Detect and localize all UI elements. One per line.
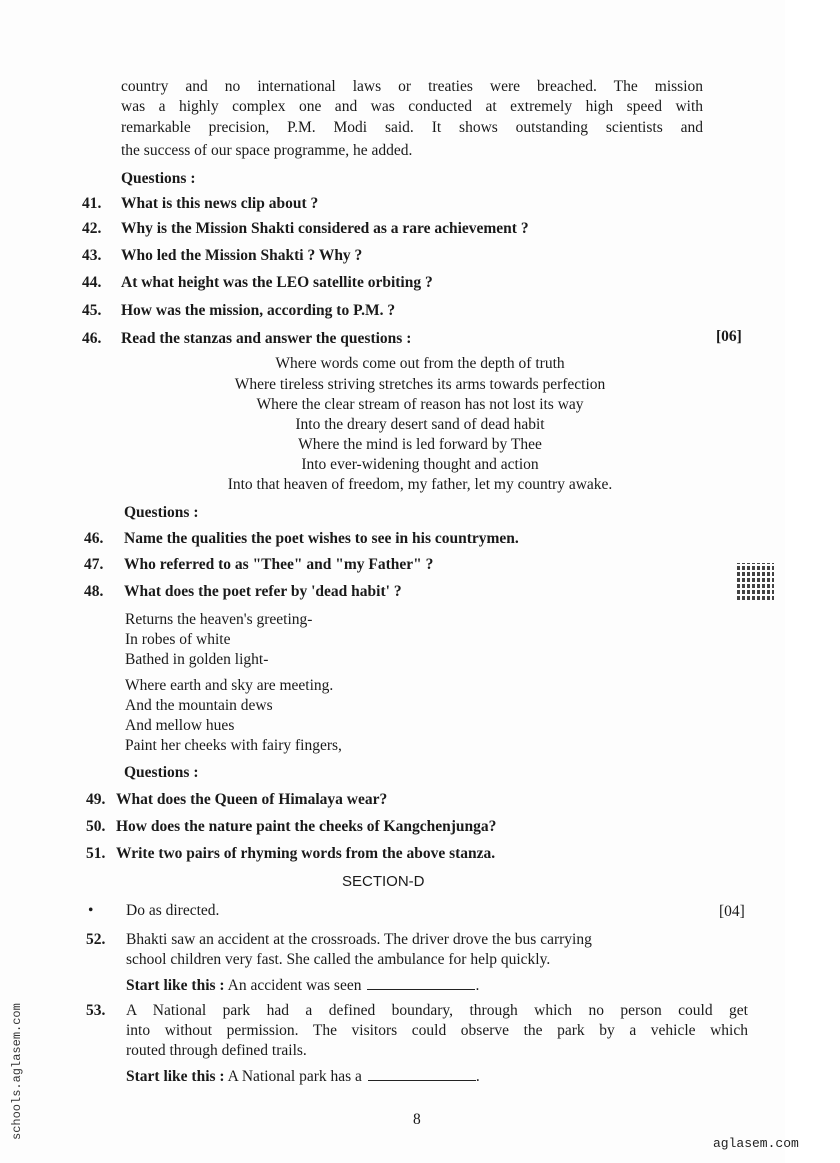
question-line: A National park had a defined boundary, through which no person could get [126, 1002, 748, 1019]
passage-line: country and no international laws or treaties were breached. The mission [121, 78, 703, 95]
poem-line: And the mountain dews [125, 697, 273, 714]
question-number: 46. [82, 330, 102, 347]
questions-label: Questions : [124, 764, 199, 781]
poem-line: In robes of white [125, 631, 231, 648]
side-watermark: schools.aglasem.com [10, 1003, 24, 1140]
question-text: What is this news clip about ? [121, 195, 319, 212]
bullet: • [88, 902, 94, 919]
question-line: routed through defined trails. [126, 1042, 307, 1059]
question-text: What does the Queen of Himalaya wear? [116, 791, 388, 808]
questions-label: Questions : [124, 504, 199, 521]
start-text: An accident was seen [227, 977, 362, 994]
question-number: 49. [86, 791, 106, 808]
poem-line: Where words come out from the depth of truth [275, 355, 565, 372]
start-label: Start like this : [126, 1068, 225, 1085]
poem-line: Returns the heaven's greeting- [125, 611, 313, 628]
question-text: What does the poet refer by 'dead habit' ? [124, 583, 402, 600]
poem-line: Into ever-widening thought and action [301, 456, 539, 473]
question-number: 51. [86, 845, 106, 862]
start-text: A National park has a [227, 1068, 362, 1085]
question-number: 45. [82, 302, 102, 319]
poem-line: Where the clear stream of reason has not lost its way [256, 396, 584, 413]
question-text: Read the stanzas and answer the questions : [121, 330, 412, 347]
marks-label: [04] [719, 903, 745, 920]
question-line: into without permission. The visitors could observe the park by a vehicle which [126, 1022, 748, 1039]
watermark: aglasem.com [713, 1136, 799, 1151]
question-number: 48. [84, 583, 104, 600]
question-number: 44. [82, 274, 102, 291]
page-number: 8 [413, 1111, 421, 1128]
question-text: Who referred to as "Thee" and "my Father" ? [124, 556, 434, 573]
passage-line: remarkable precision, P.M. Modi said. It shows outstanding scientists and [121, 119, 703, 136]
question-line: school children very fast. She called the ambulance for help quickly. [126, 951, 551, 968]
question-text: Who led the Mission Shakti ? Why ? [121, 247, 363, 264]
passage-line: the success of our space programme, he added. [121, 142, 413, 159]
question-number: 42. [82, 220, 102, 237]
question-number: 52. [86, 931, 106, 948]
section-title: SECTION-D [342, 873, 425, 890]
poem-line: Where tireless striving stretches its arms towards perfection [234, 376, 606, 393]
answer-blank [367, 989, 475, 990]
question-number: 53. [86, 1002, 106, 1019]
question-number: 43. [82, 247, 102, 264]
answer-blank [368, 1080, 476, 1081]
poem-line: Into that heaven of freedom, my father, let my country awake. [227, 476, 613, 493]
question-text: How does the nature paint the cheeks of Kangchenjunga? [116, 818, 497, 835]
question-text: Why is the Mission Shakti considered as a rare achievement ? [121, 220, 529, 237]
poem-line: And mellow hues [125, 717, 235, 734]
question-number: 46. [84, 530, 104, 547]
marks-label: [06] [716, 328, 742, 345]
poem-line: Where earth and sky are meeting. [125, 677, 334, 694]
questions-label: Questions : [121, 170, 196, 187]
poem-line: Paint her cheeks with fairy fingers, [125, 737, 342, 754]
qr-code-icon [737, 563, 774, 600]
directive-text: Do as directed. [126, 902, 220, 919]
question-text: Write two pairs of rhyming words from the above stanza. [116, 845, 496, 862]
question-text: At what height was the LEO satellite orbiting ? [121, 274, 433, 291]
passage-line: was a highly complex one and was conducted at extremely high speed with [121, 98, 703, 115]
poem-line: Where the mind is led forward by Thee [298, 436, 542, 453]
question-line: Bhakti saw an accident at the crossroads. The driver drove the bus carrying [126, 931, 592, 948]
start-like-this: Start like this : An accident was seen . [126, 977, 480, 994]
poem-line: Bathed in golden light- [125, 651, 269, 668]
question-number: 50. [86, 818, 106, 835]
question-text: How was the mission, according to P.M. ? [121, 302, 396, 319]
start-label: Start like this : [126, 977, 225, 994]
question-text: Name the qualities the poet wishes to see in his countrymen. [124, 530, 519, 547]
question-number: 47. [84, 556, 104, 573]
start-like-this: Start like this : A National park has a . [126, 1068, 480, 1085]
question-number: 41. [82, 195, 102, 212]
poem-line: Into the dreary desert sand of dead habit [295, 416, 545, 433]
